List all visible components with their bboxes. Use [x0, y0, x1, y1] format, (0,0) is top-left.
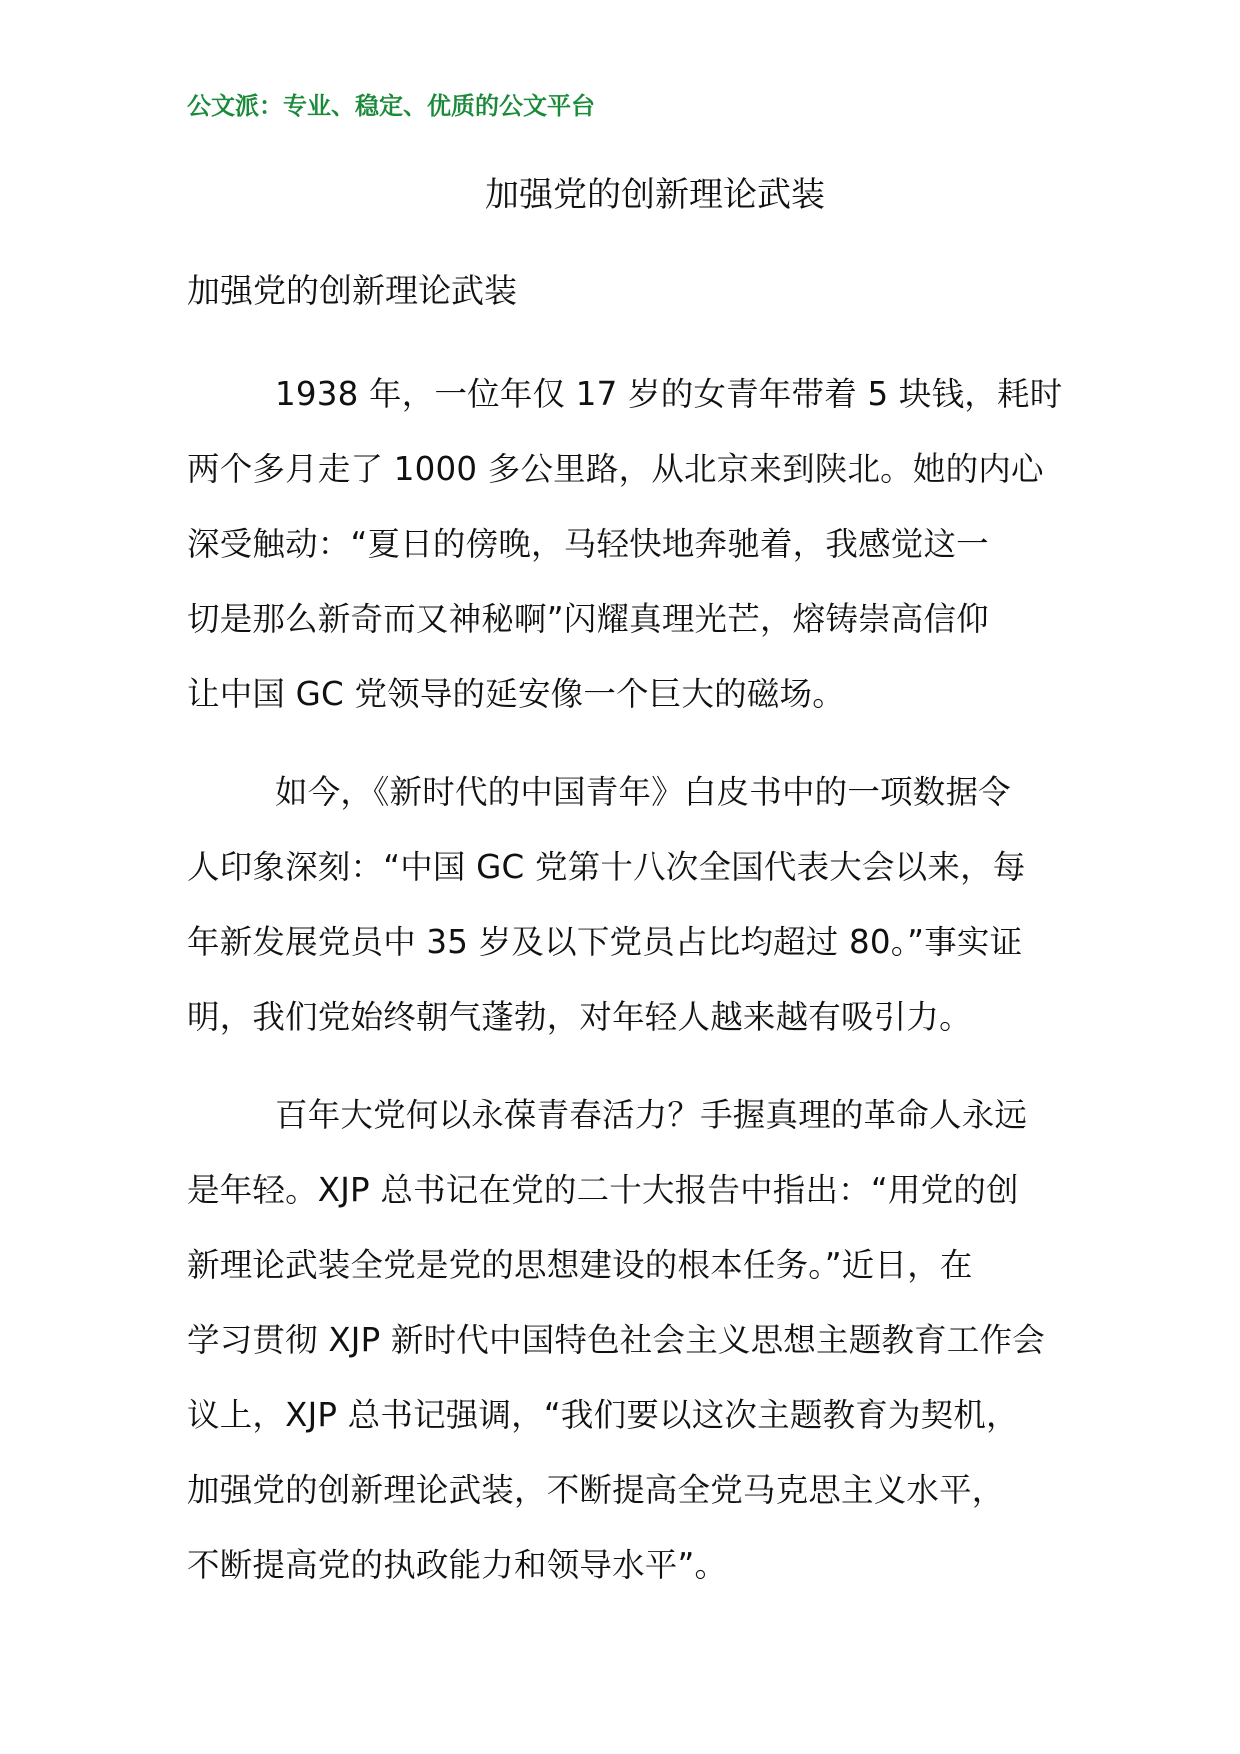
paragraph-line: 1938 年，一位年仅 17 岁的女青年带着 5 块钱，耗时 — [275, 375, 1063, 413]
paragraph-line: 不断提高党的执政能力和领导水平”。 — [187, 1546, 728, 1584]
paragraph-line: 年新发展党员中 35 岁及以下党员占比均超过 80。”事实证 — [187, 923, 1023, 961]
paragraph-line: 两个多月走了 1000 多公里路，从北京来到陕北。她的内心 — [187, 450, 1044, 488]
paragraph — [187, 357, 1063, 732]
paragraph-line: 加强党的创新理论武装，不断提高全党马克思主义水平， — [187, 1471, 1005, 1509]
paragraph-line: 让中国 GC 党领导的延安像一个巨大的磁场。 — [187, 675, 845, 713]
paragraph-line: 切是那么新奇而又神秘啊”闪耀真理光芒，熔铸崇高信仰 — [187, 600, 989, 638]
paragraph-line: 是年轻。XJP 总书记在党的二十大报告中指出：“用党的创 — [187, 1171, 1019, 1209]
paragraph-line: 如今，《新时代的中国青年》白皮书中的一项数据令 — [275, 773, 1011, 811]
paragraph — [187, 1078, 1053, 1603]
paragraph-line: 深受触动：“夏日的傍晚，马轻快地奔驰着，我感觉这一 — [187, 525, 989, 563]
paragraph-line: 新理论武装全党是党的思想建设的根本任务。”近日，在 — [187, 1246, 973, 1284]
paragraph — [187, 755, 1053, 1055]
paragraph-line: 议上，XJP 总书记强调，“我们要以这次主题教育为契机， — [187, 1396, 1019, 1434]
paragraph-line: 学习贯彻 XJP 新时代中国特色社会主义思想主题教育工作会 — [187, 1321, 1045, 1359]
page-title: 加强党的创新理论武装 — [485, 175, 825, 215]
paragraph-line: 明，我们党始终朝气蓬勃，对年轻人越来越有吸引力。 — [187, 998, 972, 1036]
document-body — [187, 357, 1063, 1626]
page-subtitle: 加强党的创新理论武装 — [187, 271, 517, 310]
paragraph-line: 百年大党何以永葆青春活力？手握真理的革命人永远 — [275, 1096, 1028, 1134]
header-banner: 公文派：专业、稳定、优质的公文平台 — [187, 92, 595, 120]
paragraph-line: 人印象深刻：“中国 GC 党第十八次全国代表大会以来，每 — [187, 848, 1026, 886]
